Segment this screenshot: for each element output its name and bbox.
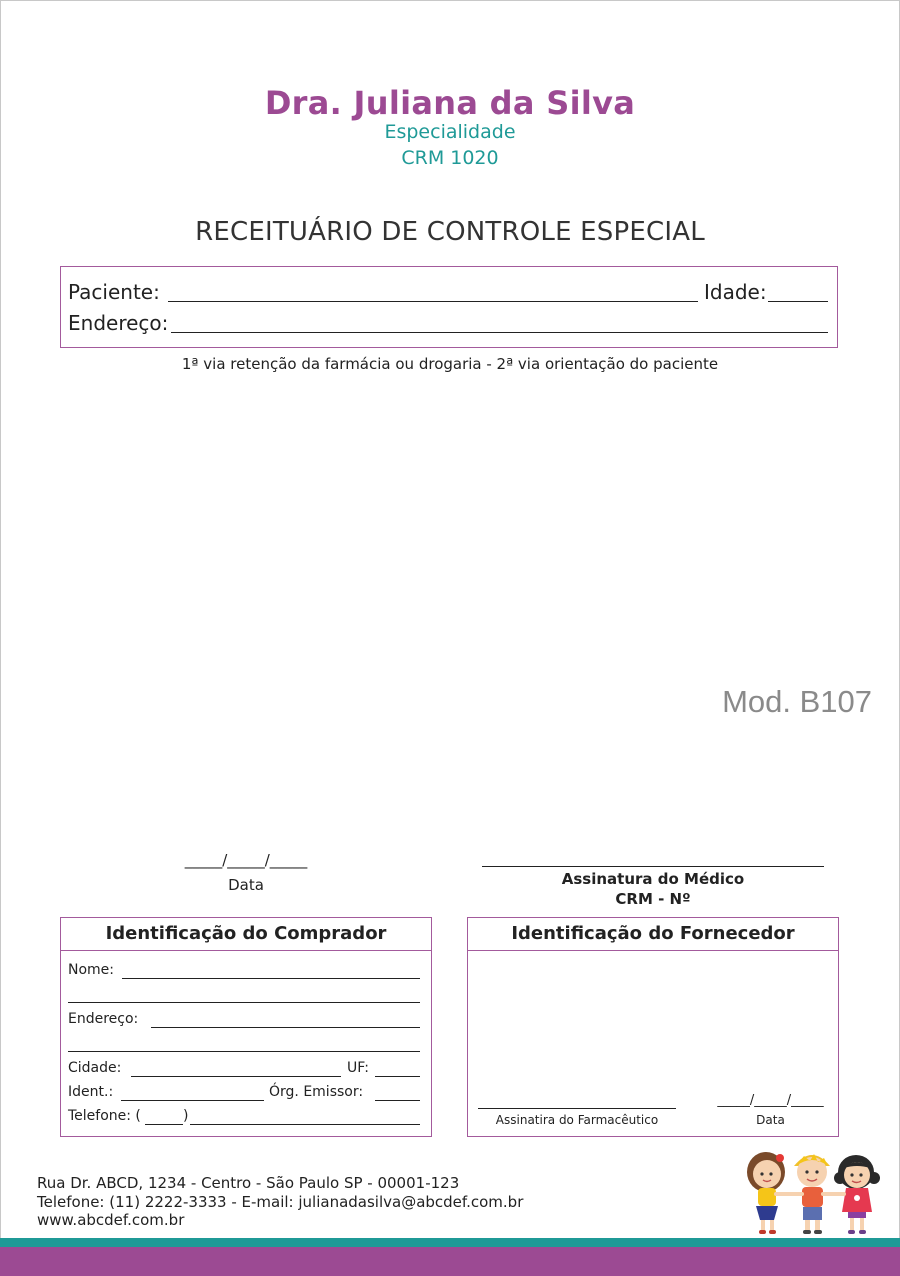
buyer-address-field[interactable] [151, 1027, 420, 1028]
supplier-date-label: Data [756, 1113, 785, 1127]
patient-name-field[interactable] [168, 301, 698, 302]
patient-box [60, 266, 838, 348]
supplier-date-blank[interactable]: _____/_____/_____ [717, 1093, 824, 1108]
buyer-ident-label: Ident.: [68, 1084, 114, 1100]
model-number: Mod. B107 [722, 684, 872, 719]
buyer-issuer-label: Órg. Emissor: [269, 1084, 364, 1100]
buyer-phone-area-field[interactable] [145, 1124, 183, 1125]
buyer-title: Identificação do Comprador [61, 918, 431, 951]
supplier-box [467, 917, 839, 1137]
supplier-title: Identificação do Fornecedor [468, 918, 838, 951]
buyer-city-label: Cidade: [68, 1060, 122, 1076]
physician-signature-line[interactable] [482, 866, 824, 867]
doctor-name: Dra. Juliana da Silva [264, 84, 636, 122]
doctor-specialty: Especialidade [384, 121, 516, 143]
buyer-phone-field[interactable] [190, 1124, 420, 1125]
buyer-name-label: Nome: [68, 962, 115, 978]
document-title: RECEITUÁRIO DE CONTROLE ESPECIAL [195, 217, 705, 247]
buyer-uf-field[interactable] [375, 1076, 420, 1077]
buyer-name-field-2[interactable] [68, 1002, 420, 1003]
buyer-issuer-field[interactable] [375, 1100, 420, 1101]
footer-address: Rua Dr. ABCD, 1234 - Centro - São Paulo SP - 00001-123 [37, 1174, 460, 1192]
patient-age-label: Idade: [704, 280, 767, 304]
buyer-address-label: Endereço: [68, 1011, 139, 1027]
buyer-city-field[interactable] [131, 1076, 341, 1077]
copies-note: 1ª via retenção da farmácia ou drogaria - 2ª via orientação do paciente [181, 355, 719, 373]
buyer-box [60, 917, 432, 1137]
buyer-uf-label: UF: [347, 1060, 369, 1076]
patient-address-label: Endereço: [68, 311, 169, 335]
pharmacist-signature-label: Assinatira do Farmacêutico [495, 1113, 659, 1127]
date-label: Data [228, 876, 264, 894]
footer-website[interactable]: www.abcdef.com.br [37, 1211, 185, 1229]
prescription-area[interactable] [60, 385, 838, 825]
physician-crm-label: CRM - Nº [615, 890, 691, 908]
buyer-name-field[interactable] [122, 978, 420, 979]
buyer-phone-label: Telefone: ( [68, 1108, 141, 1124]
buyer-address-field-2[interactable] [68, 1051, 420, 1052]
footer-band-teal [0, 1238, 900, 1247]
patient-age-field[interactable] [768, 301, 828, 302]
patient-address-field[interactable] [171, 332, 828, 333]
date-blank[interactable]: _____/_____/_____ [184, 851, 308, 869]
patient-name-label: Paciente: [68, 280, 160, 304]
children-illustration-icon [740, 1148, 886, 1236]
buyer-ident-field[interactable] [121, 1100, 264, 1101]
footer-band-purple [0, 1247, 900, 1276]
pharmacist-signature-line[interactable] [478, 1108, 676, 1109]
footer-contact: Telefone: (11) 2222-3333 - E-mail: julianadasilva@abcdef.com.br [37, 1193, 524, 1211]
physician-signature-label: Assinatura do Médico [561, 870, 745, 888]
buyer-phone-paren: ) [183, 1108, 189, 1124]
doctor-crm: CRM 1020 [401, 147, 499, 169]
